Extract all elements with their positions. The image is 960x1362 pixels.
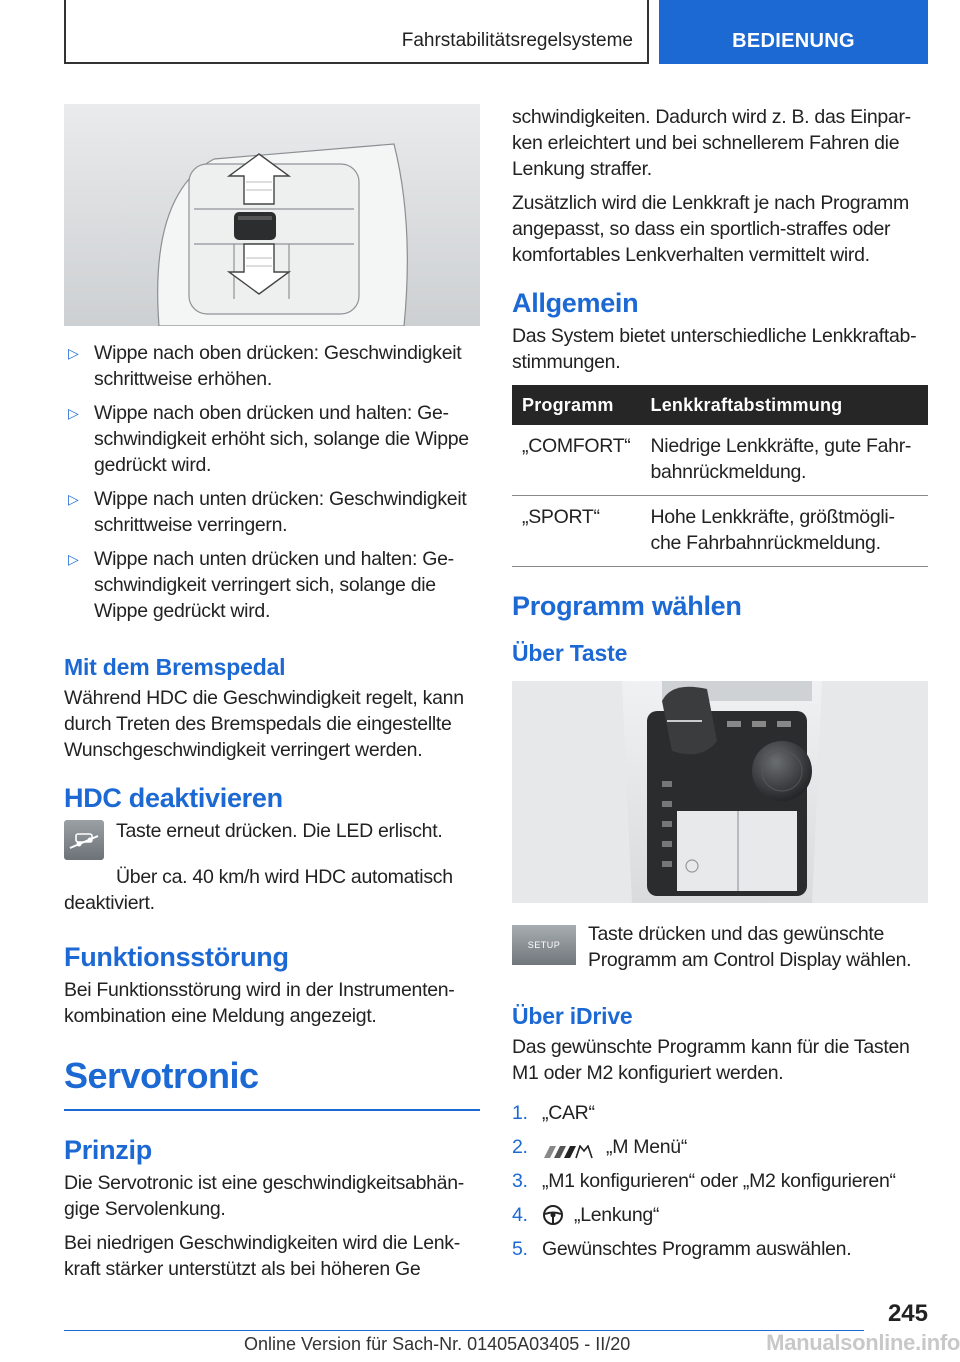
triangle-bullet-icon: ▷ xyxy=(68,491,79,507)
steering-wheel-rocker-image xyxy=(64,104,480,326)
watermark: Manualsonline.info xyxy=(766,1330,960,1355)
heading-ueber-taste: Über Taste xyxy=(512,640,628,666)
triangle-bullet-icon: ▷ xyxy=(68,345,79,361)
heading-servotronic: Servotronic xyxy=(64,1055,480,1111)
heading-prinzip: Prinzip xyxy=(64,1135,152,1165)
setup-button-row xyxy=(512,921,928,981)
section-tab xyxy=(64,0,649,64)
stoerung-text: Bei Funktionsstörung wird in der Instrumentenkombination eine Meldung angezeigt. xyxy=(64,979,455,1027)
heading-allgemein: Allgemein xyxy=(512,288,639,318)
list-item: 4. „Lenkung“ xyxy=(512,1204,660,1226)
table-row: „COMFORT“ Niedrige Lenkkräfte, gute Fahrbahnrückmeldung. xyxy=(512,425,928,496)
list-item: ▷ Wippe nach oben drücken und halten: Geschwindigkeit erhöht sich, solange die Wippe gedrückt wird. xyxy=(64,400,480,478)
heading-bremspedal: Mit dem Bremspedal xyxy=(64,654,286,680)
m-logo-icon xyxy=(542,1140,596,1154)
left-column xyxy=(64,104,480,1290)
servotronic-continued-text: schwindigkeiten. Dadurch wird z. B. das Einparken erleichtert und bei schnellerem Fahren die Lenkung straffer. xyxy=(512,106,912,180)
page-header xyxy=(64,0,928,64)
list-item: 2. „M Menü“ xyxy=(512,1136,688,1158)
steering-wheel-icon xyxy=(542,1204,564,1226)
idrive-step-list xyxy=(512,1100,928,1262)
section-title: Fahrstabilitätsregelsysteme xyxy=(401,30,633,51)
allgemein-text: Das System bietet unterschiedliche Lenkkraftabstimmungen. xyxy=(512,325,917,373)
hdc-auto-off-text: Über ca. 40 km/h wird HDC automatisch deaktiviert. xyxy=(64,866,453,914)
ueber-idrive-text: Das gewünschte Programm kann für die Tasten M1 oder M2 konfiguriert werden. xyxy=(512,1036,910,1084)
heading-funktionsstoerung: Funktionsstörung xyxy=(64,942,289,972)
footer-rule xyxy=(64,1330,864,1331)
chapter-tab xyxy=(659,0,928,64)
list-item: ▷ Wippe nach oben drücken: Geschwindigkeit schrittweise erhöhen. xyxy=(64,340,480,392)
triangle-bullet-icon: ▷ xyxy=(68,551,79,567)
hdc-button-row xyxy=(64,818,480,860)
prinzip-text-1: Die Servotronic ist eine geschwindigkeitsabhängige Servolenkung. xyxy=(64,1172,465,1220)
table-header: Programm xyxy=(512,385,641,425)
heading-hdc-deaktivieren: HDC deaktivieren xyxy=(64,783,283,813)
center-console-image xyxy=(512,681,928,903)
lenkkraft-text: Zusätzlich wird die Lenkkraft je nach Programm angepasst, so dass ein sportlich-straffes oder komfortables Lenkverhalten vermittelt wird. xyxy=(512,192,909,266)
program-table xyxy=(512,385,928,567)
list-item: ▷ Wippe nach unten drücken: Geschwindigkeit schrittweise verringern. xyxy=(64,486,480,538)
page-number: 245 xyxy=(887,1300,928,1327)
heading-ueber-idrive: Über iDrive xyxy=(512,1003,633,1029)
prinzip-text-2: Bei niedrigen Geschwindigkeiten wird die Lenkkraft stärker unterstützt als bei höheren Ge xyxy=(64,1232,461,1280)
list-item: 3. „M1 konfigurieren“ oder „M2 konfigurieren“ xyxy=(512,1170,896,1192)
heading-programm-waehlen: Programm wählen xyxy=(512,591,742,621)
right-column xyxy=(512,104,928,1270)
table-header: Lenkkraftabstimmung xyxy=(641,385,928,425)
list-item: ▷ Wippe nach unten drücken und halten: Geschwindigkeit verringert sich, solange die Wippe gedrückt wird. xyxy=(64,546,480,624)
chapter-title: BEDIENUNG xyxy=(732,30,855,52)
table-row: „SPORT“ Hohe Lenkkräfte, größtmögliche Fahrbahnrückmeldung. xyxy=(512,496,928,567)
list-item: 1. „CAR“ xyxy=(512,1102,595,1124)
bremspedal-text: Während HDC die Geschwindigkeit regelt, kann durch Treten des Bremspedals die eingestellte Wunschgeschwindigkeit verringert werden. xyxy=(64,687,464,761)
hdc-off-text: Taste erneut drücken. Die LED erlischt. xyxy=(116,820,443,842)
ueber-taste-text: Taste drücken und das gewünschte Programm am Control Display wählen. xyxy=(588,923,912,971)
rocker-bullet-list xyxy=(64,340,480,624)
list-item: 5. Gewünschtes Programm auswählen. xyxy=(512,1238,852,1260)
triangle-bullet-icon: ▷ xyxy=(68,405,79,421)
setup-button-icon: SETUP xyxy=(512,925,576,965)
hdc-button-icon xyxy=(64,820,104,860)
online-version-text: Online Version für Sach-Nr. 01405A03405 - II/20 xyxy=(244,1334,631,1354)
